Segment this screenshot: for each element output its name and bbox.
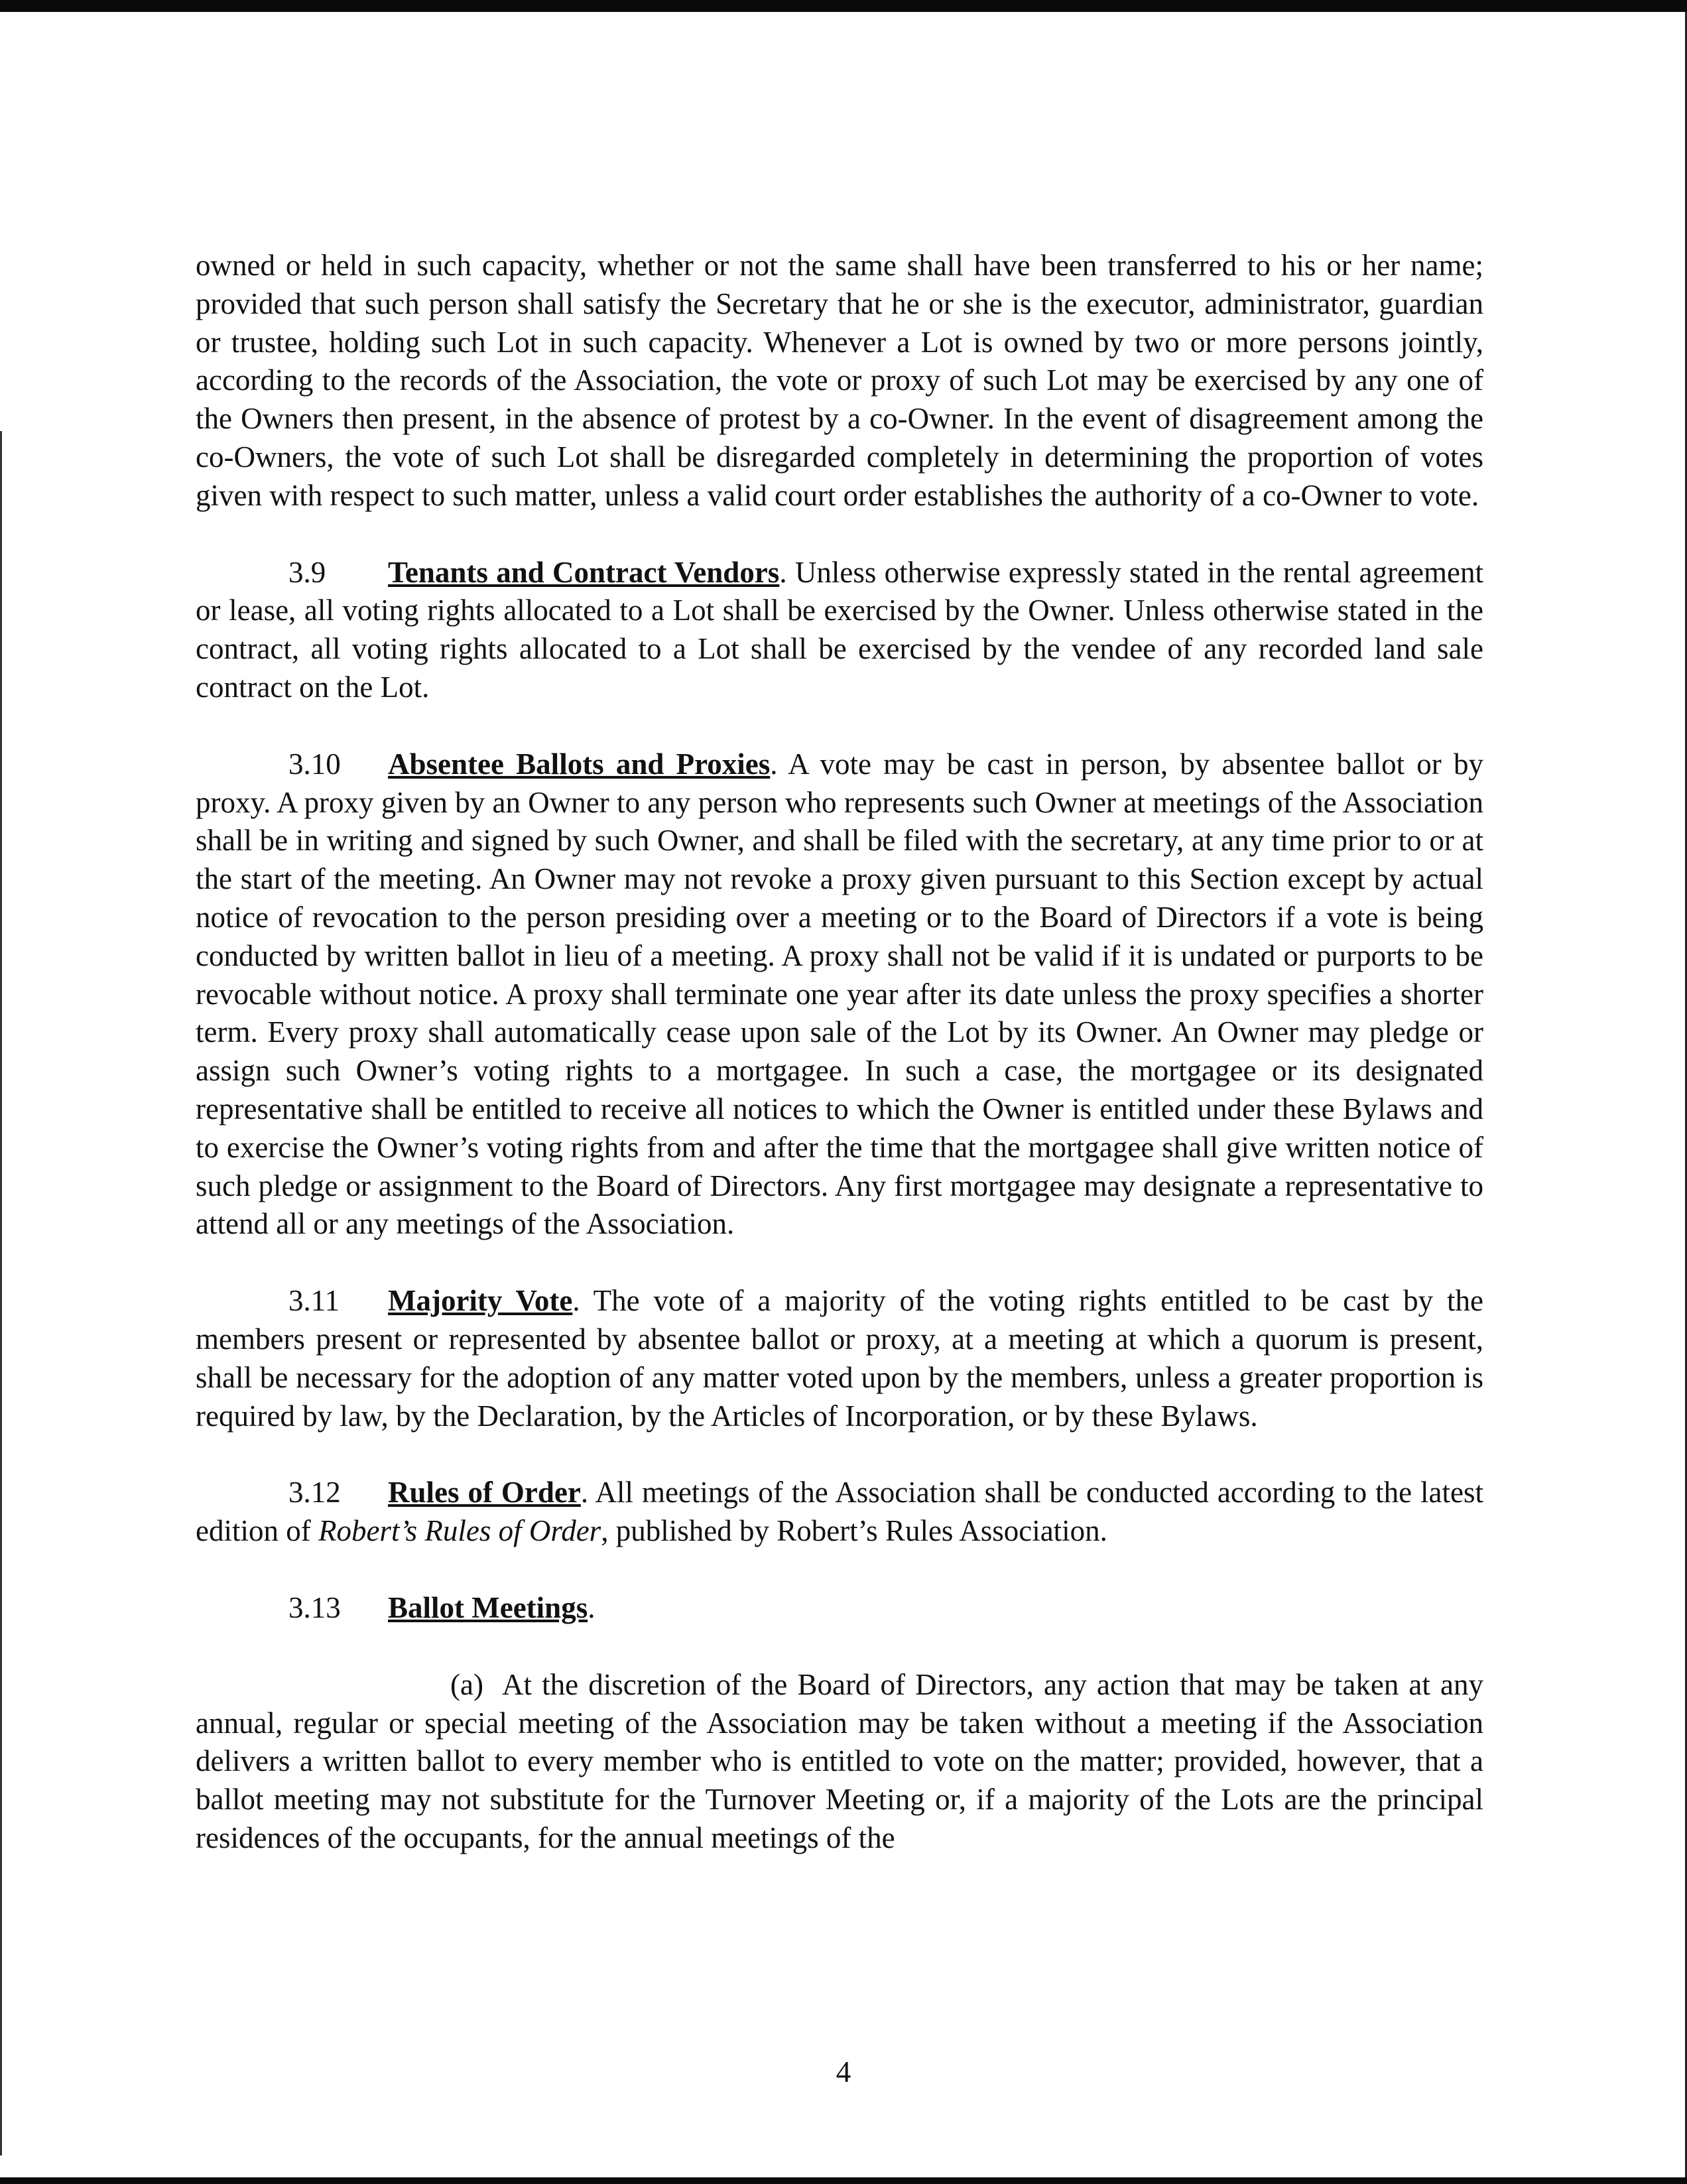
section-body: . The vote of a majority of the voting rights entitled to be cast by the members present or represented by absentee ballot or proxy, at a meeting at which a quorum is present, shall be necessary for the adoption of any matter voted upon by the members, unless a greater proportion is required by law, by the Declaration, by the Articles of Incorporation, or by these Bylaws. xyxy=(196,1284,1484,1433)
section-3-11 xyxy=(196,1282,1483,1435)
scan-left-edge xyxy=(0,431,2,2155)
page-content xyxy=(196,247,1483,1896)
continuation-paragraph: owned or held in such capacity, whether or not the same shall have been transferred to his or her name; provided that such person shall satisfy the Secretary that he or she is the executor, administrator, guardian or trustee, holding such Lot in such capacity. Whenever a Lot is owned by two or more persons jointly, according to the records of the Association, the vote or proxy of such Lot may be exercised by any one of the Owners then present, in the absence of protest by a co-Owner. In the event of disagreement among the co-Owners, the vote of such Lot shall be disregarded completely in determining the proportion of votes given with respect to such matter, unless a valid court order establishes the authority of a co-Owner to vote. xyxy=(196,249,1483,512)
subsection-label: (a) xyxy=(450,1667,483,1701)
section-number: 3.13 xyxy=(288,1590,341,1624)
section-body: . All meetings of the Association shall be conducted according to the latest edition of xyxy=(196,1476,1483,1548)
subsection-a xyxy=(196,1666,1483,1858)
subsection-body: At the discretion of the Board of Directors, any action that may be taken at any annual, regular or special meeting of the Association may be taken without a meeting if the Association delivers a written ballot to every member who is entitled to vote on the matter; provided, however, that a ballot meeting may not substitute for the Turnover Meeting or, if a majority of the Lots are the principal residences of the occupants, for the annual meetings of the xyxy=(196,1667,1483,1854)
section-number: 3.10 xyxy=(288,747,341,781)
section-number: 3.11 xyxy=(288,1284,340,1318)
section-3-10 xyxy=(196,745,1483,1244)
section-heading: Absentee Ballots and Proxies xyxy=(388,747,771,781)
section-body: . A vote may be cast in person, by absentee ballot or by proxy. A proxy given by an Owner to any person who represents such Owner at meetings of the Association shall be in writing and signed by such Owner, and shall be filed with the secretary, at any time prior to or at the start of the meeting. An Owner may not revoke a proxy given pursuant to this Section except by actual notice of revocation to the person presiding over a meeting or to the Board of Directors if a vote is being conducted by written ballot in lieu of a meeting. A proxy shall not be valid if it is undated or purports to be revocable without notice. A proxy shall terminate one year after its date unless the proxy specifies a shorter term. Every proxy shall automatically cease upon sale of the Lot by its Owner. An Owner may pledge or assign such Owner’s voting rights to a mortgagee. In such a case, the mortgagee or its designated representative shall be entitled to receive all notices to which the Owner is entitled under these Bylaws and to exercise the Owner’s voting rights from and after the time that the mortgagee shall give written notice of such pledge or assignment to the Board of Directors. Any first mortgagee may designate a representative to attend all or any meetings of the Association. xyxy=(196,747,1483,1241)
scan-top-edge xyxy=(0,0,1687,12)
section-3-13 xyxy=(196,1589,1483,1628)
book-title: Robert’s Rules of Order xyxy=(318,1514,601,1548)
section-heading: Ballot Meetings xyxy=(388,1590,588,1624)
section-3-9 xyxy=(196,554,1483,707)
section-body-end: , published by Robert’s Rules Association. xyxy=(601,1514,1107,1548)
section-number: 3.12 xyxy=(288,1476,341,1510)
section-heading: Majority Vote xyxy=(388,1284,573,1318)
scan-bottom-edge xyxy=(0,2177,1687,2184)
page-number: 4 xyxy=(836,2055,851,2088)
section-heading: Rules of Order xyxy=(388,1476,581,1510)
section-number: 3.9 xyxy=(288,555,326,589)
section-body: . xyxy=(588,1590,595,1624)
section-body: . Unless otherwise expressly stated in the rental agreement or lease, all voting rights allocated to a Lot shall be exercised by the Owner. Unless otherwise stated in the contract, all voting rights allocated to a Lot shall be exercised by the vendee of any recorded land sale contract on the Lot. xyxy=(196,555,1483,704)
section-3-12 xyxy=(196,1474,1483,1551)
section-heading: Tenants and Contract Vendors xyxy=(388,555,780,589)
